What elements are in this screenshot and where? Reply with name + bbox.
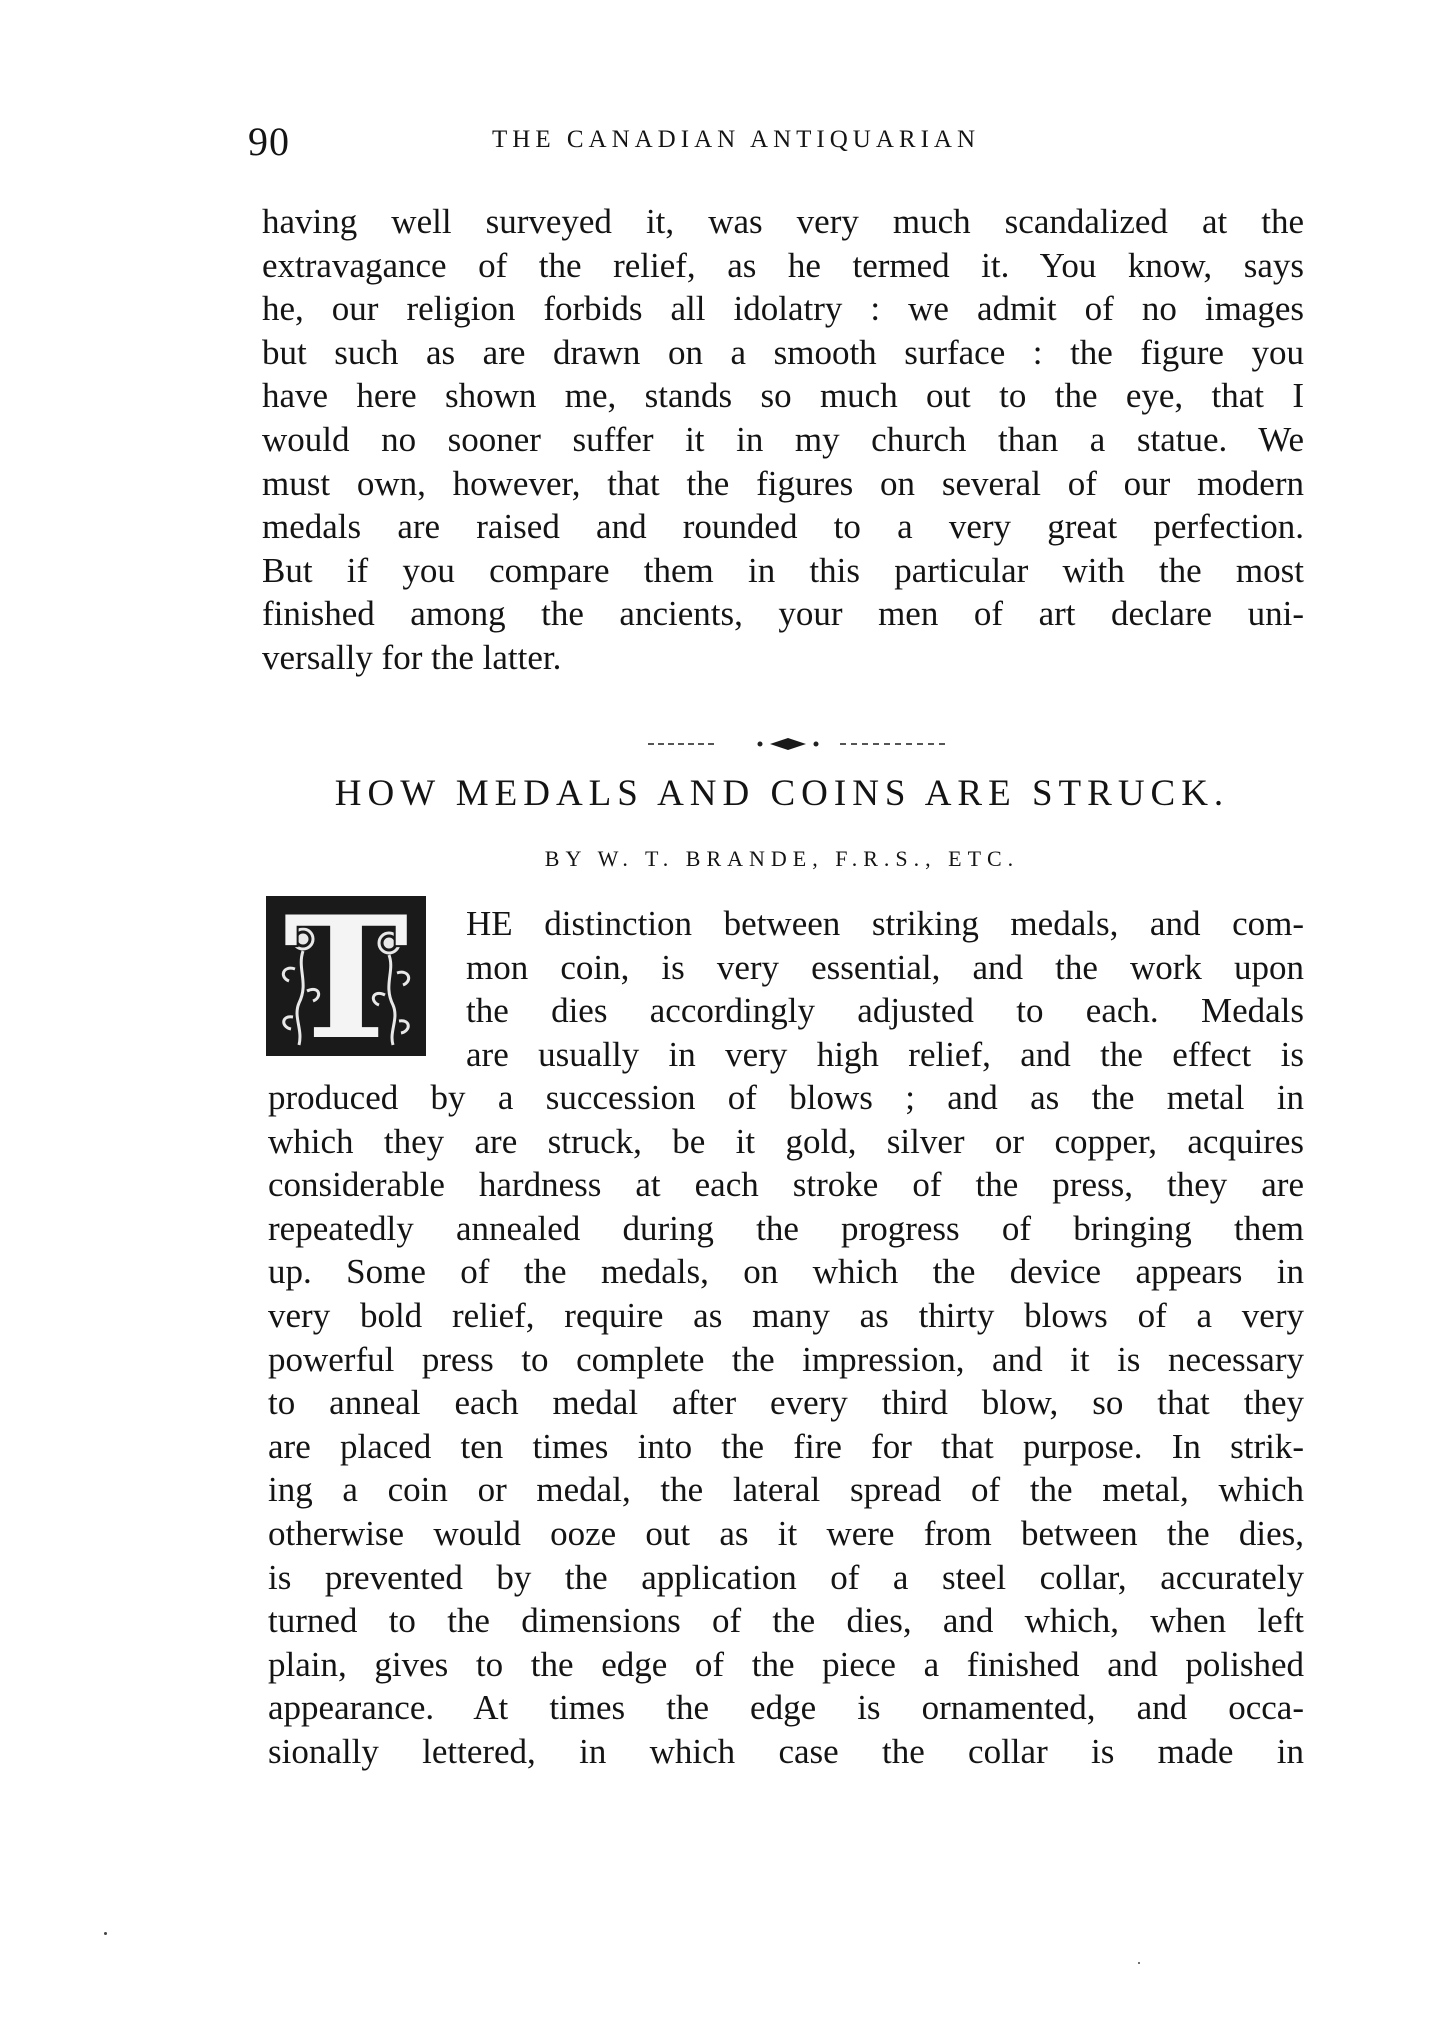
article-byline: BY W. T. BRANDE, F.R.S., ETC. (544, 846, 1020, 871)
text-line: versally for the latter. (262, 637, 562, 677)
article-opening-lines (466, 902, 1304, 1076)
running-head: THE CANADIAN ANTIQUARIAN (492, 126, 981, 153)
text-line: finished among the ancients, your men of art declare uni- (262, 594, 1304, 634)
text-line: he, our religion forbids all idolatry : we admit of no images (262, 289, 1304, 329)
text-line: which they are struck, be it gold, silver or copper, acquires (268, 1121, 1304, 1161)
text-line: but such as are drawn on a smooth surface : the figure you (262, 332, 1304, 372)
text-line: have here shown me, stands so much out to the eye, that I (262, 376, 1304, 416)
text-line: would no sooner suffer it in my church than a statue. We (262, 419, 1304, 459)
text-line: very bold relief, require as many as thirty blows of a very (268, 1295, 1304, 1335)
text-line: to anneal each medal after every third blow, so that they (268, 1383, 1304, 1423)
text-line: HE distinction between striking medals, and com- (466, 904, 1304, 943)
page-header (248, 118, 1304, 168)
text-line: plain, gives to the edge of the piece a finished and polished (268, 1644, 1304, 1684)
page-number: 90 (248, 119, 290, 164)
text-line: must own, however, that the figures on several of our modern (262, 463, 1304, 503)
scan-speck (104, 1932, 107, 1935)
text-line: repeatedly annealed during the progress of bringing them (268, 1208, 1304, 1248)
text-line: otherwise would ooze out as it were from between the dies, (268, 1513, 1304, 1553)
text-line: appearance. At times the edge is ornamented, and occa- (268, 1688, 1304, 1728)
text-line: powerful press to complete the impression, and it is necessary (268, 1339, 1304, 1379)
text-line: ing a coin or medal, the lateral spread of the metal, which (268, 1470, 1304, 1510)
text-line: extravagance of the relief, as he termed it. You know, says (262, 245, 1304, 285)
text-line: turned to the dimensions of the dies, and which, when left (268, 1601, 1304, 1641)
article-title: HOW MEDALS AND COINS ARE STRUCK. (334, 773, 1230, 814)
text-line: is prevented by the application of a steel collar, accurately (268, 1557, 1304, 1597)
continued-paragraph (262, 200, 1304, 680)
article-body (268, 1076, 1304, 1774)
text-line: mon coin, is very essential, and the work upon (466, 947, 1304, 987)
text-line: produced by a succession of blows ; and as the metal in (268, 1078, 1304, 1117)
ornamental-drop-cap (266, 879, 426, 1077)
text-line: sionally lettered, in which case the collar is made in (268, 1731, 1304, 1771)
drop-cap-letter: T (283, 879, 409, 1077)
text-line: having well surveyed it, was very much scandalized at the (262, 202, 1304, 241)
text-line: considerable hardness at each stroke of the press, they are (268, 1165, 1304, 1205)
text-line: are usually in very high relief, and the effect is (466, 1034, 1304, 1074)
scan-speck (1138, 1962, 1140, 1964)
text-line: are placed ten times into the fire for that purpose. In strik- (268, 1426, 1304, 1466)
text-line: medals are raised and rounded to a very great perfection. (262, 507, 1304, 547)
text-line: up. Some of the medals, on which the device appears in (268, 1252, 1304, 1292)
text-line: the dies accordingly adjusted to each. Medals (466, 991, 1304, 1031)
text-line: But if you compare them in this particular with the most (262, 550, 1304, 590)
section-divider-ornament (648, 736, 948, 752)
